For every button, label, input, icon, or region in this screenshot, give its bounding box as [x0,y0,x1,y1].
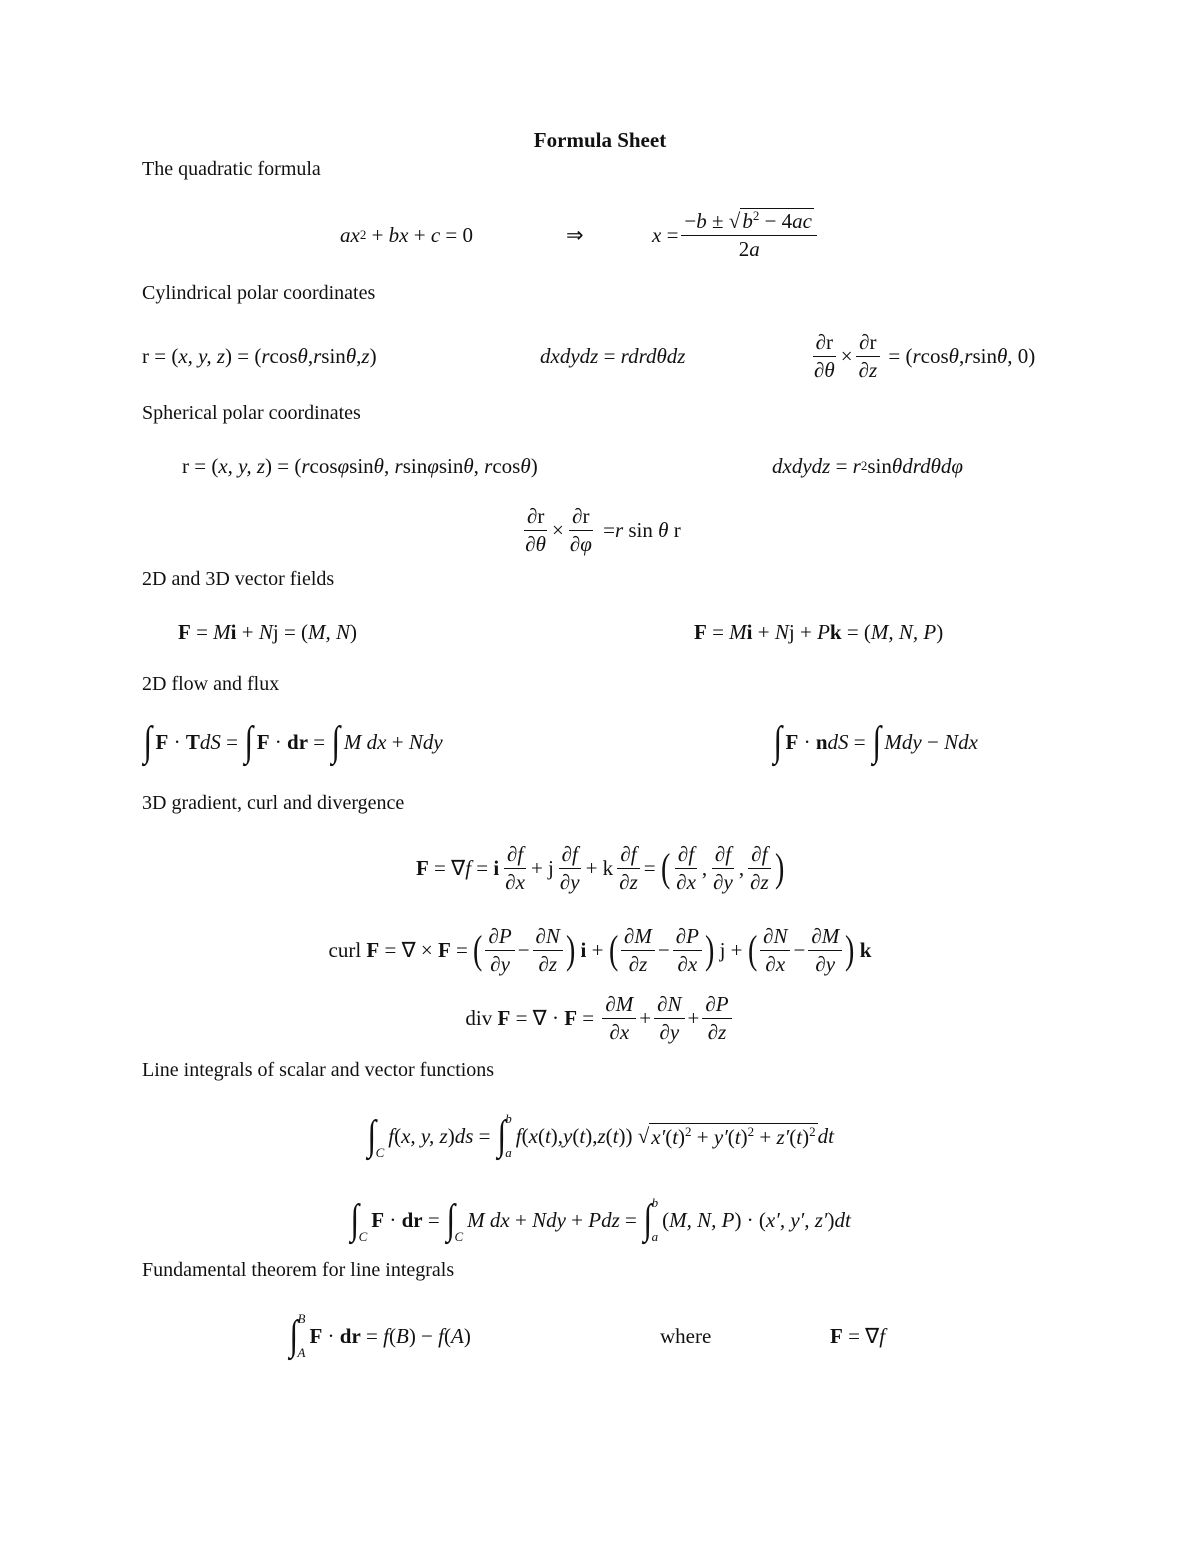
equation-spherical-cross: $\frac{\partial r}{\partial\theta}$ × $\frac{\partial r}{\partial\varphi}$ = r sin θ r [525,504,681,556]
equation-divergence: div F = ∇ · F = $\frac{\partial M}{\partial x}$ + $\frac{\partial N}{\partial y}$ + $\frac{\partial P}{\partial z}$ [0,988,1200,1048]
where-word: where [660,1323,712,1348]
equation-gradient-field: F = ∇ f [830,1323,886,1348]
equation-quadratic-solution: x = $\frac{-b \pm √b^2 - 4ac}{2a}$ [652,205,820,265]
curl-word: curl [328,937,362,962]
div-word: div [465,1005,493,1030]
equation-flux: ∫ F · n dS = ∫ Mdy − Ndx [773,719,978,765]
equation-cylindrical-position: r = ( x, y, z ) = ( r cos θ , r sin θ , z ) [142,343,377,368]
equation-gradient: F = ∇ f = i $\frac{\partial f}{\partial x}$ + j $\frac{\partial f}{\partial y}$ + k $\frac{\partial f}{\partial z}$ = ( $\frac{\partial f}{\partial x}$ , $\frac{\partial f}{\partial y}$ , $\frac{\partial f}{\partial z}$ ) [415,842,785,894]
implies-arrow: ⇒ [566,222,584,247]
section-heading-grad-curl-div: 3D gradient, curl and divergence [142,792,405,814]
section-heading-fundamental: Fundamental theorem for line integrals [142,1259,455,1281]
equation-fundamental-theorem: ∫ B A F · dr = f ( B ) − f ( A ) [289,1311,471,1360]
equation-vector-line-integral: ∫ C F · dr = ∫ C M dx + Ndy + Pdz = ∫ b a ( M, N, P ) · ( x′, y′, z′ ) dt [350,1195,851,1244]
equation-spherical-position: r = ( x, y, z ) = ( r cos φ sin θ , r sin φ sin θ , r cos θ ) [182,453,538,478]
equation-cylindrical-volume: dxdydz = rdrdθdz [540,343,686,368]
equation-curl: curl F = ∇ × F = ( $\frac{\partial P}{\partial y}$ − $\frac{\partial N}{\partial z}$ ) i + ( $\frac{\partial M}{\partial z}$ − $\frac{\partial P}{\partial x}$ ) j + ( $\frac{\partial N}{\partial x}$ − $\frac{\partial M}{\partial y}$ ) k [328,924,872,976]
section-heading-vector-fields: 2D and 3D vector fields [142,568,335,590]
section-heading-cylindrical: Cylindrical polar coordinates [142,282,376,304]
equation-2d-field: F = M i + N j = ( M, N ) [178,619,358,644]
section-heading-line-integrals: Line integrals of scalar and vector functions [142,1059,495,1081]
section-heading-spherical: Spherical polar coordinates [142,402,361,424]
equation-scalar-line-integral: ∫ C f ( x, y, z ) ds = ∫ b a f ( x ( t ), y ( t ), z ( t )) √ $x'(t)^2 + y'(t)^2 + z'(t)^2$ dt [367,1111,834,1160]
section-heading-quadratic: The quadratic formula [142,158,321,180]
equation-spherical-volume: dxdydz = r 2 sin θdrdθdφ [772,453,964,478]
equation-flow: ∫ F · T dS = ∫ F · dr = ∫ M dx + Ndy [143,719,443,765]
equation-quadratic-form: ax 2 + bx + c = 0 [340,222,474,247]
equation-cylindrical-cross: $\frac{\partial r}{\partial\theta}$ × $\frac{\partial r}{\partial z}$ = ( r cos θ , r sin θ , 0) [814,330,1036,382]
equation-3d-field: F = M i + N j + P k = ( M, N, P ) [694,619,944,644]
page-title: Formula Sheet [533,128,667,152]
section-heading-flow-flux: 2D flow and flux [142,673,280,695]
